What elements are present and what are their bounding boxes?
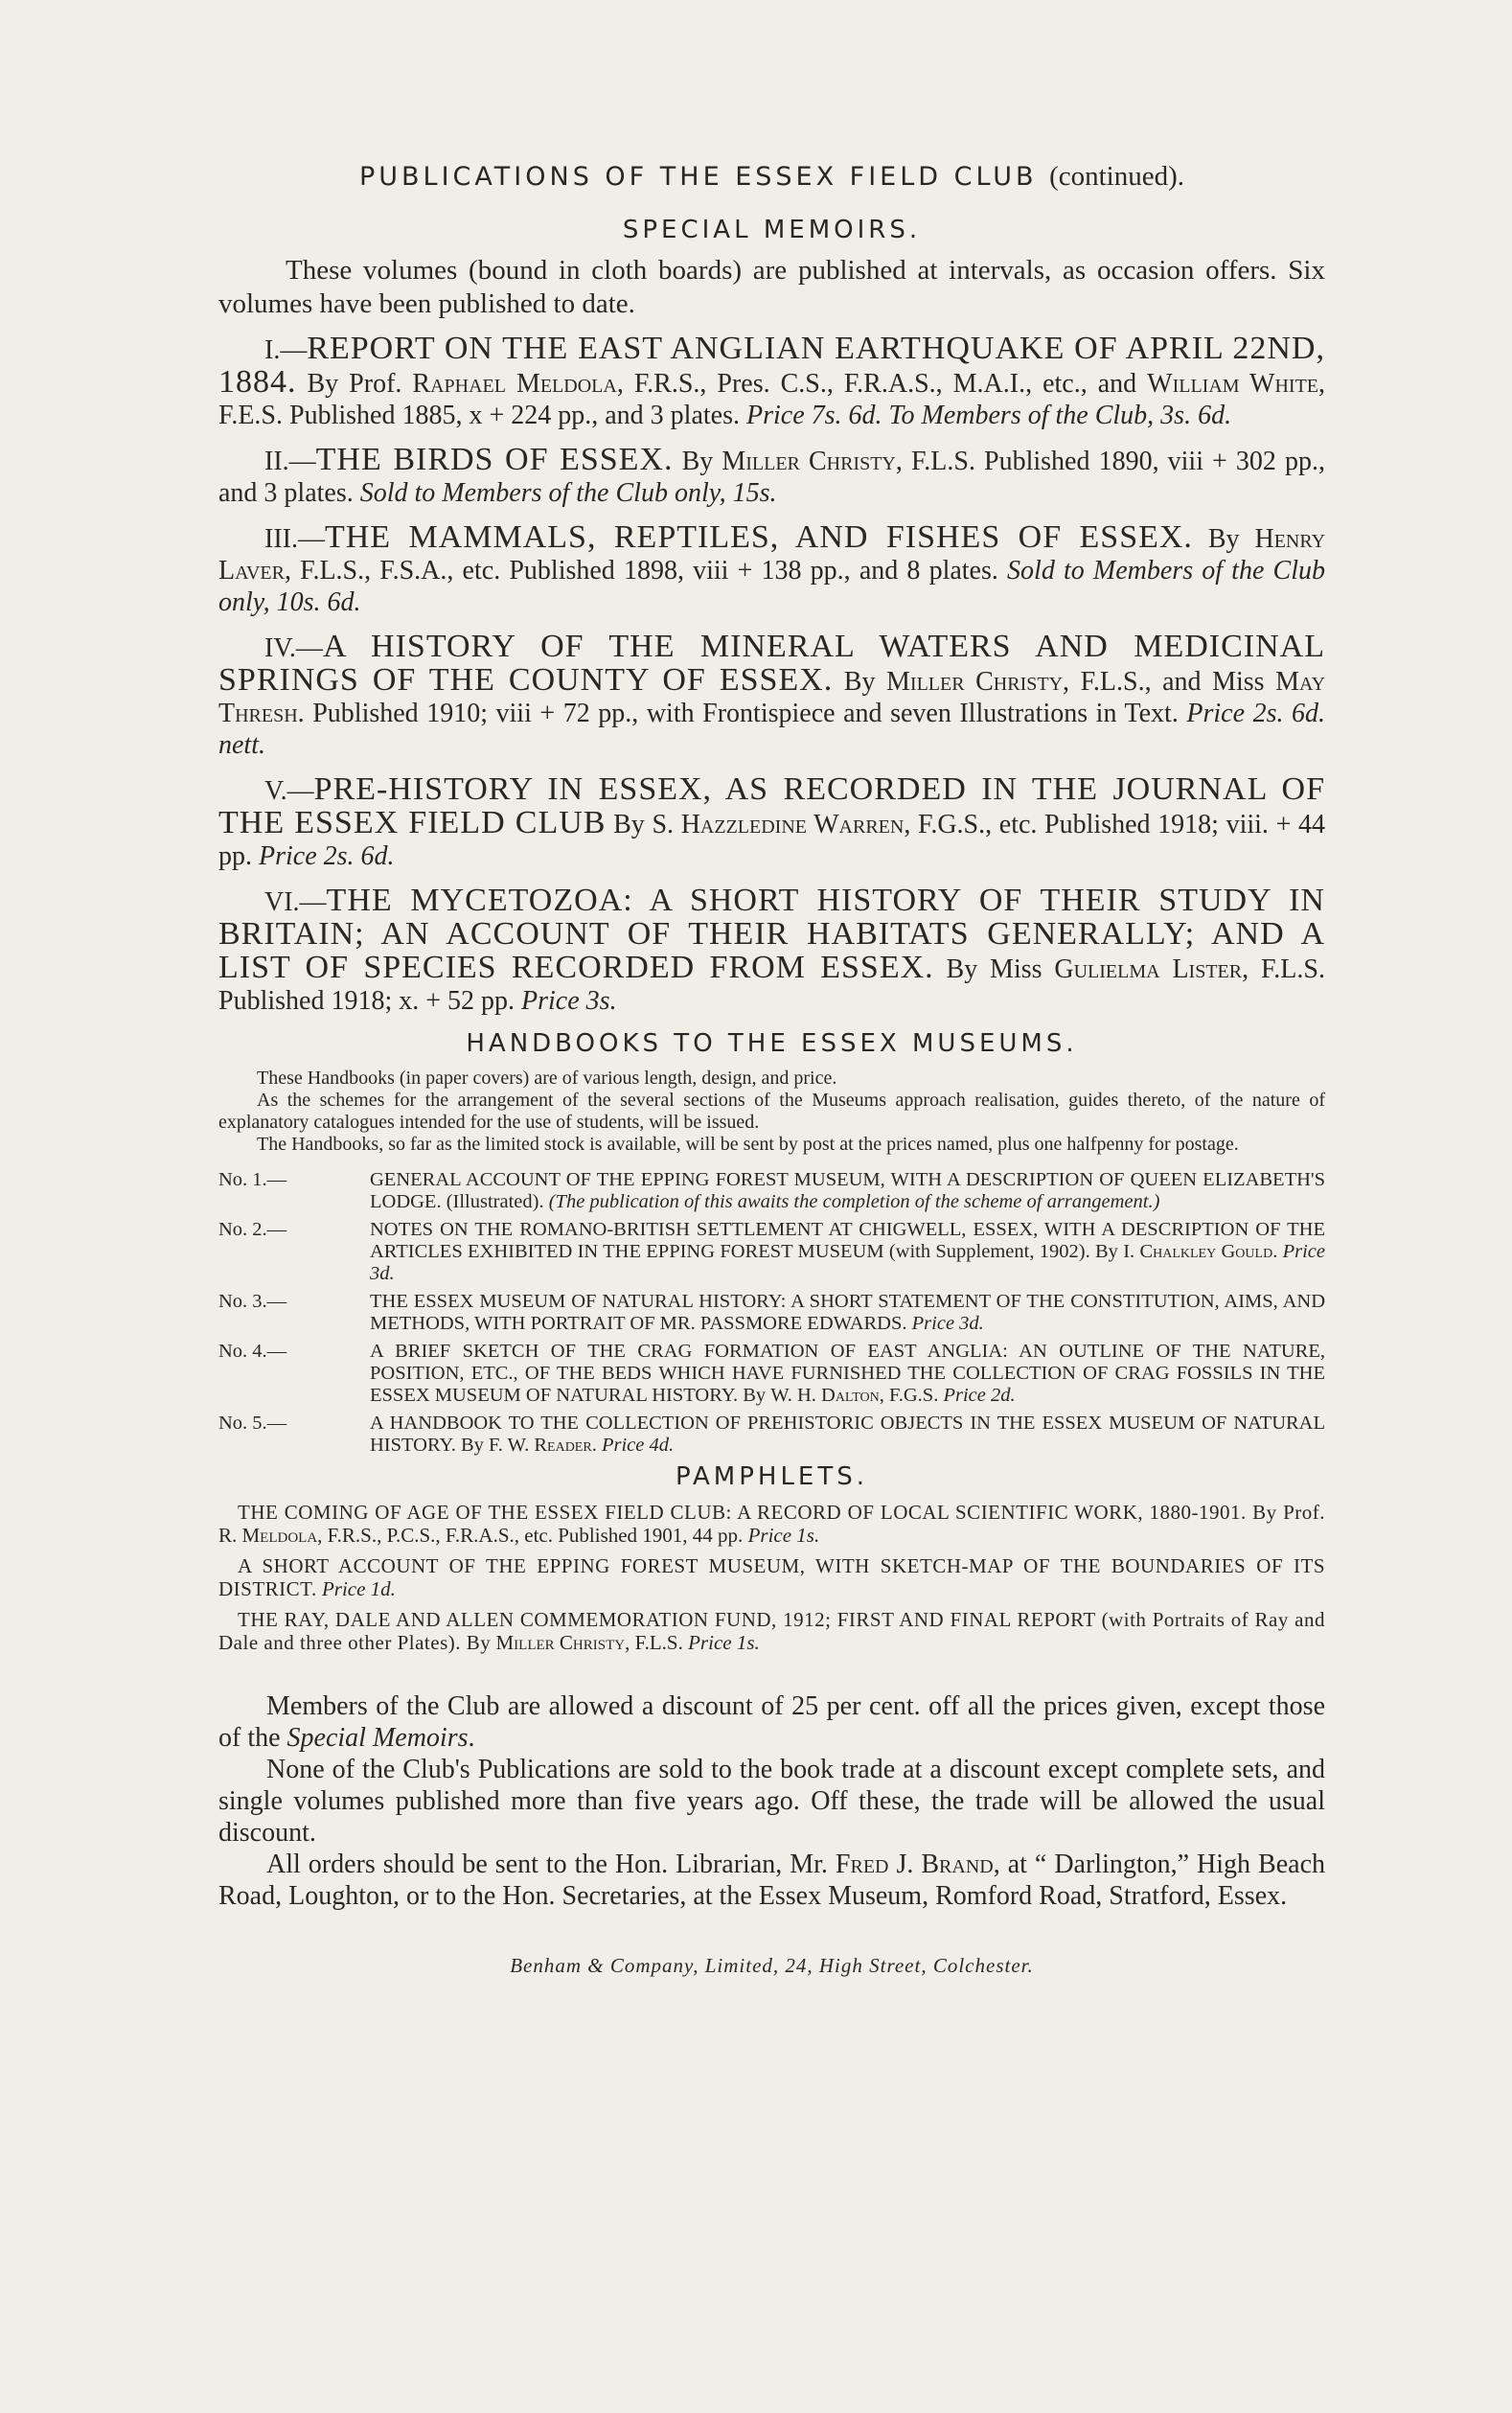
memoir-author: Gulielma Lister — [1054, 954, 1243, 984]
pamphlet-entry — [218, 1554, 1325, 1600]
memoir-details: . Published 1910; viii + 72 pp., with Frontispiece and seven Illustrations in Text. — [297, 699, 1179, 728]
discount-note — [218, 1690, 1325, 1754]
memoir-number: VI.— — [264, 887, 327, 917]
discount-note-text: Members of the Club are allowed a discount of 25 per cent. off all the prices given, except those of the — [218, 1691, 1325, 1753]
memoir-number: V.— — [264, 776, 314, 806]
pamphlet-title: THE COMING OF AGE OF THE ESSEX FIELD CLUB: A RECORD OF LOCAL SCIENTIFIC WORK, 1880-1901. By Prof. — [238, 1501, 1325, 1524]
pamphlet-price: Price 1d. — [321, 1577, 396, 1600]
memoir-author: Hazzledine Warren — [680, 810, 905, 839]
handbooks-list — [218, 1169, 1325, 1457]
handbook-title: NOTES ON THE ROMANO-BRITISH SETTLEMENT AT CHIGWELL, ESSEX, WITH A DESCRIPTION OF THE ARTICLES EXHIBITED IN THE EPPING FOREST MUSEUM (with Supplement, 1902). By — [370, 1219, 1325, 1262]
librarian-name: Fred J. Brand — [835, 1850, 994, 1879]
trade-note: None of the Club's Publications are sold to the book trade at a discount except complete sets, and single volumes published more than five years ago. Off these, the trade will be allowed the usual discount. — [218, 1755, 1325, 1848]
memoir-title: PRE-HISTORY IN ESSEX, AS RECORDED IN THE JOURNAL OF THE ESSEX FIELD CLUB — [218, 771, 1325, 840]
memoir-entry — [218, 885, 1325, 1017]
memoir-title: A HISTORY OF THE MINERAL WATERS AND MEDICINAL SPRINGS OF THE COUNTY OF ESSEX. — [218, 629, 1325, 698]
handbook-entry — [218, 1341, 1325, 1407]
memoir-author: Miller Christy — [886, 667, 1064, 697]
special-memoirs-intro: These volumes (bound in cloth boards) are published at intervals, as occasion offers. Six volumes have been published to date. — [218, 255, 1325, 319]
closing-notes — [218, 1690, 1325, 1912]
handbook-entry: No. 2.— NOTES ON THE ROMANO-BRITISH SETTLEMENT AT CHIGWELL, ESSEX, WITH A DESCRIPTION OF THE ARTICLES EXHIBITED IN THE EPPING FOREST MUSEUM (with Supplement, 1902). By I. Chalkley Gould. Price 3d. — [218, 1219, 1326, 1284]
handbook-price: Price 4d. — [601, 1435, 675, 1456]
handbook-number: No. 1.— — [218, 1169, 287, 1190]
pamphlet-title: A SHORT ACCOUNT OF THE EPPING FOREST MUSEUM, WITH SKETCH-MAP OF THE BOUNDARIES OF ITS DISTRICT. — [218, 1554, 1325, 1600]
discount-note-end: . — [468, 1723, 475, 1753]
memoir-author: William White — [1147, 369, 1319, 399]
pamphlets-heading: PAMPHLETS. — [675, 1462, 869, 1491]
memoir-details: , F.E.S. Published 1885, x + 224 pp., and 3 plates. — [218, 369, 1326, 430]
memoir-price: Price 2s. 6d. nett. — [218, 699, 1326, 760]
orders-note-address: , at “ Darlington,” High Beach Road, Loughton, or to the Hon. Secretaries, at the Essex Museum, Romford Road, Stratford, Essex. — [218, 1850, 1325, 1911]
memoir-by: By Prof. — [307, 369, 402, 399]
memoir-price: Price 7s. 6d. To Members of the Club, 3s. 6d. — [746, 401, 1232, 430]
handbook-author: W. H. Dalton — [770, 1385, 880, 1406]
handbook-number: No. 4.— — [218, 1341, 287, 1362]
handbook-number: No. 2.— — [218, 1219, 287, 1240]
memoir-author: May Thresh — [218, 667, 1326, 728]
memoir-by: By — [681, 447, 714, 476]
orders-note-text: All orders should be sent to the Hon. Librarian, Mr. — [266, 1850, 828, 1879]
discount-note-exception: Special Memoirs — [286, 1723, 469, 1753]
memoir-author: Henry Laver — [218, 524, 1326, 586]
memoir-title: THE MAMMALS, REPTILES, AND FISHES OF ESSEX. — [324, 519, 1193, 555]
memoir-title: THE MYCETOZOA: A SHORT HISTORY OF THEIR STUDY IN BRITAIN; AN ACCOUNT OF THEIR HABITATS GENERALLY; AND A LIST OF SPECIES RECORDED FROM ESSEX. — [218, 883, 1325, 985]
memoir-price: Sold to Members of the Club only, 15s. — [359, 478, 777, 508]
handbook-note: (The publication of this awaits the completion of the scheme of arrangement.) — [548, 1191, 1160, 1212]
memoir-entry — [218, 333, 1325, 431]
handbook-entry — [218, 1291, 1325, 1335]
page-title-continued: (continued). — [1049, 161, 1185, 192]
handbook-title: THE ESSEX MUSEUM OF NATURAL HISTORY: A SHORT STATEMENT OF THE CONSTITUTION, AIMS, AND METHODS, WITH PORTRAIT OF MR. PASSMORE EDWARDS. — [370, 1291, 1325, 1334]
handbook-number: No. 3.— — [218, 1291, 287, 1312]
memoir-entry — [218, 631, 1325, 761]
memoir-credentials: , F.L.S., and Miss — [1063, 667, 1265, 697]
pamphlet-details: , F.L.S. — [625, 1631, 683, 1654]
handbook-credentials: , F.G.S. — [879, 1385, 939, 1406]
memoir-price: Price 3s. — [521, 986, 617, 1016]
special-memoirs-heading: SPECIAL MEMOIRS. — [622, 216, 922, 244]
pamphlet-author: R. Meldola — [218, 1524, 318, 1547]
handbooks-note: The Handbooks, so far as the limited stock is available, will be sent by post at the prices named, plus one halfpenny for postage. — [257, 1134, 1239, 1155]
page-column — [218, 161, 1325, 1978]
handbook-price: Price 3d. — [911, 1313, 984, 1334]
memoir-entry — [218, 773, 1325, 872]
page-title-text: PUBLICATIONS OF THE ESSEX FIELD CLUB — [358, 162, 1038, 192]
orders-note — [218, 1849, 1325, 1912]
memoir-price: Price 2s. 6d. — [259, 841, 395, 871]
pamphlet-entry — [218, 1608, 1325, 1654]
handbook-number: No. 5.— — [218, 1413, 287, 1434]
pamphlet-entry — [218, 1501, 1325, 1547]
page-title — [218, 161, 1325, 193]
pamphlet-details: , F.R.S., P.C.S., F.R.A.S., etc. Published 1901, 44 pp. — [317, 1524, 744, 1547]
handbooks-note: As the schemes for the arrangement of the several sections of the Museums approach realisation, guides thereto, of the nature of explanatory catalogues intended for the use of students, will be issued. — [218, 1090, 1325, 1133]
memoir-entry — [218, 444, 1325, 509]
memoir-price: Sold to Members of the Club only, 10s. 6d. — [218, 556, 1325, 617]
memoir-title: THE BIRDS OF ESSEX. — [315, 442, 674, 477]
handbook-title: A BRIEF SKETCH OF THE CRAG FORMATION OF EAST ANGLIA: AN OUTLINE OF THE NATURE, POSITION, ETC., OF THE BEDS WHICH HAVE FURNISHED THE COLLECTION OF CRAG FOSSILS IN THE ESSEX MUSEUM OF NATURAL HISTORY. By — [370, 1341, 1325, 1406]
memoir-title: REPORT ON THE EAST ANGLIAN EARTHQUAKE OF APRIL 22ND, 1884. — [218, 331, 1325, 400]
handbook-credentials: . — [591, 1435, 597, 1456]
memoir-details: , F.L.S. Published 1890, viii + 302 pp., and 3 plates. — [218, 447, 1326, 508]
memoir-details: , F.G.S., etc. Published 1918; viii. + 44 pp. — [218, 810, 1326, 871]
memoir-details: , F.L.S., F.S.A., etc. Published 1898, viii + 138 pp., and 8 plates. — [284, 556, 998, 586]
handbook-price: Price 2d. — [943, 1385, 1016, 1406]
memoir-author: Miller Christy — [722, 447, 896, 476]
pamphlet-price: Price 1s. — [747, 1524, 820, 1547]
handbooks-heading: HANDBOOKS TO THE ESSEX MUSEUMS. — [466, 1029, 1078, 1058]
memoir-by: By — [843, 667, 876, 697]
handbooks-note: These Handbooks (in paper covers) are of various length, design, and price. — [257, 1068, 837, 1089]
memoir-number: III.— — [264, 524, 325, 554]
pamphlet-title: THE RAY, DALE AND ALLEN COMMEMORATION FUND, 1912; FIRST AND FINAL REPORT (with Portraits of Ray and Dale and three other Plates). By — [218, 1608, 1325, 1654]
memoir-number: IV.— — [264, 633, 323, 663]
pamphlet-author: Miller Christy — [495, 1631, 626, 1654]
memoir-author: Raphael Meldola — [412, 369, 617, 399]
memoir-number: I.— — [264, 335, 308, 365]
handbook-author: I. Chalkley Gould — [1123, 1241, 1273, 1262]
memoir-details: , F.L.S. Published 1918; x. + 52 pp. — [218, 954, 1325, 1016]
pamphlet-price: Price 1s. — [688, 1631, 760, 1654]
memoir-entry — [218, 521, 1325, 618]
handbook-entry — [218, 1169, 1325, 1213]
handbook-title: GENERAL ACCOUNT OF THE EPPING FOREST MUSEUM, WITH A DESCRIPTION OF QUEEN ELIZABETH'S LODGE. (Illustrated). — [370, 1169, 1325, 1212]
memoir-by: By S. — [613, 810, 675, 839]
handbook-author: F. W. Reader — [489, 1435, 592, 1456]
printer-imprint: Benham & Company, Limited, 24, High Street, Colchester. — [510, 1954, 1034, 1977]
handbook-title: A HANDBOOK TO THE COLLECTION OF PREHISTORIC OBJECTS IN THE ESSEX MUSEUM OF NATURAL HISTORY. By — [370, 1413, 1325, 1456]
memoir-number: II.— — [264, 447, 316, 476]
memoir-by: By Miss — [946, 954, 1042, 984]
memoir-by: By — [1207, 524, 1240, 554]
memoir-credentials: , F.R.S., Pres. C.S., F.R.A.S., M.A.I., etc., and — [616, 369, 1137, 399]
handbook-price: Price 3d. — [370, 1241, 1326, 1284]
handbook-entry — [218, 1413, 1325, 1457]
